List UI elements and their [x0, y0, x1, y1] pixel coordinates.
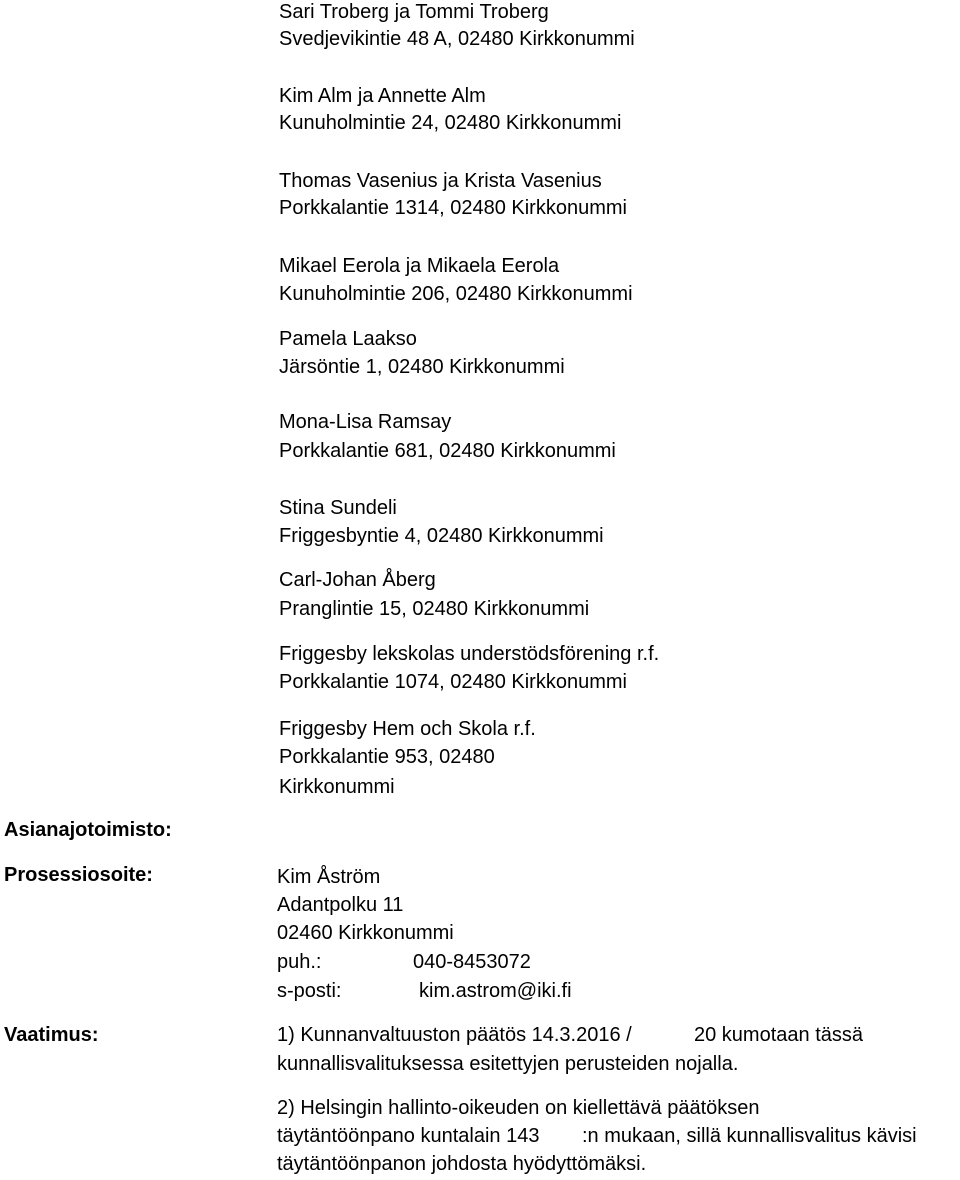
claim-2-line-2b: :n mukaan, sillä kunnallisvalitus kävisi [582, 1125, 917, 1147]
party-3-address: Porkkalantie 1314, 02480 Kirkkonummi [279, 197, 627, 219]
party-2-address: Kunuholmintie 24, 02480 Kirkkonummi [279, 112, 622, 134]
contact-city: 02460 Kirkkonummi [277, 922, 454, 944]
party-4-name: Mikael Eerola ja Mikaela Eerola [279, 255, 560, 277]
email-address: kim.astrom@iki.fi [419, 980, 572, 1002]
contact-street: Adantpolku 11 [277, 894, 404, 916]
phone-number: 040-8453072 [413, 951, 531, 973]
party-8-name: Carl-Johan Åberg [279, 569, 436, 591]
claim-label: Vaatimus: [4, 1024, 99, 1046]
claim-2-line-2a: täytäntöönpano kuntalain 143 [277, 1125, 540, 1147]
contact-name: Kim Åström [277, 866, 381, 888]
law-firm-label: Asianajotoimisto: [4, 819, 172, 841]
party-7-address: Friggesbyntie 4, 02480 Kirkkonummi [279, 525, 604, 547]
claim-2-line-1: 2) Helsingin hallinto-oikeuden on kiellettävä päätöksen [277, 1097, 760, 1119]
party-2-name: Kim Alm ja Annette Alm [279, 85, 486, 107]
party-4-address: Kunuholmintie 206, 02480 Kirkkonummi [279, 283, 633, 305]
party-10-address-city: Kirkkonummi [279, 776, 395, 798]
party-5-name: Pamela Laakso [279, 328, 417, 350]
party-5-address: Järsöntie 1, 02480 Kirkkonummi [279, 356, 565, 378]
party-9-name: Friggesby lekskolas understödsförening r.f. [279, 643, 660, 665]
party-8-address: Pranglintie 15, 02480 Kirkkonummi [279, 598, 590, 620]
party-7-name: Stina Sundeli [279, 497, 397, 519]
party-6-address: Porkkalantie 681, 02480 Kirkkonummi [279, 440, 616, 462]
party-10-name: Friggesby Hem och Skola r.f. [279, 718, 536, 740]
process-address-label: Prosessiosoite: [4, 864, 153, 886]
phone-label: puh.: [277, 951, 322, 973]
claim-1-line-1a: 1) Kunnanvaltuuston päätös 14.3.2016 / [277, 1024, 632, 1046]
party-6-name: Mona-Lisa Ramsay [279, 411, 452, 433]
party-1-address: Svedjevikintie 48 A, 02480 Kirkkonummi [279, 28, 635, 50]
claim-1-line-2: kunnallisvalituksessa esitettyjen perusteiden nojalla. [277, 1053, 739, 1075]
party-1-name: Sari Troberg ja Tommi Troberg [279, 1, 549, 23]
party-3-name: Thomas Vasenius ja Krista Vasenius [279, 170, 602, 192]
claim-2-line-3: täytäntöönpanon johdosta hyödyttömäksi. [277, 1153, 647, 1175]
claim-1-line-1b: 20 kumotaan tässä [694, 1024, 863, 1046]
party-10-address: Porkkalantie 953, 02480 [279, 746, 495, 768]
party-9-address: Porkkalantie 1074, 02480 Kirkkonummi [279, 671, 627, 693]
email-label: s-posti: [277, 980, 342, 1002]
